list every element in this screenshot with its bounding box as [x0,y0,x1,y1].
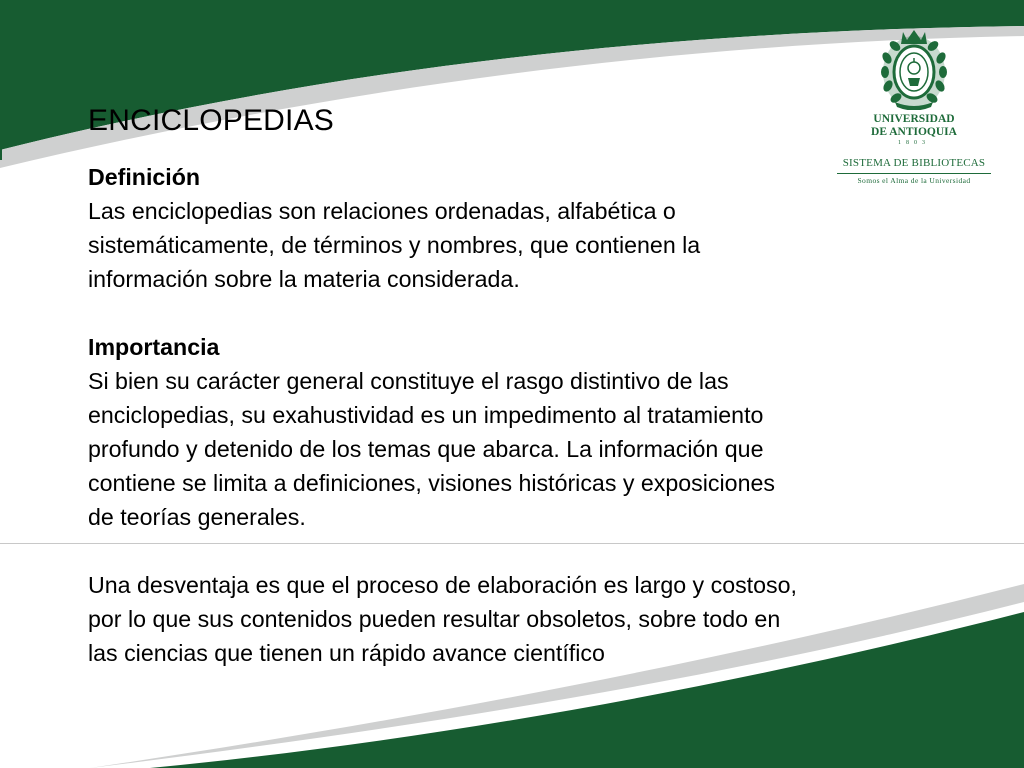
paragraph-spacer [88,296,988,330]
paragraph-line: contiene se limita a definiciones, visiones históricas y exposiciones [88,470,775,496]
library-system-name: SISTEMA DE BIBLIOTECAS [842,157,986,169]
slide-content [88,160,988,670]
paragraph-line: de teorías generales. [88,504,306,530]
paragraph-line: Si bien su carácter general constituye el rasgo distintivo de las [88,368,729,394]
library-system-tagline: Somos el Alma de la Universidad [857,176,971,185]
paragraph-line: las ciencias que tienen un rápido avance científico [88,640,605,666]
paragraph-line: información sobre la materia considerada. [88,266,520,292]
paragraph-line: profundo y detenido de los temas que abarca. La información que [88,436,764,462]
paragraph-spacer [88,534,988,568]
paragraph-line: por lo que sus contenidos pueden resultar obsoletos, sobre todo en [88,606,781,632]
paragraph-line: enciclopedias, su exahustividad es un impedimento al tratamiento [88,402,764,428]
paragraph-line: sistemáticamente, de términos y nombres, que contienen la [88,232,701,258]
slide-title: ENCICLOPEDIAS [88,104,334,137]
logo-divider [837,173,991,174]
university-name-line: UNIVERSIDAD [873,113,955,125]
paragraph-line: Las enciclopedias son relaciones ordenadas, alfabética o [88,198,676,224]
university-name-line: DE ANTIOQUIA [871,126,957,138]
section-heading-importancia: Importancia [88,334,220,360]
left-green-strip [0,0,2,160]
university-logo [834,28,994,188]
section-heading-definicion: Definición [88,164,201,190]
university-name [834,113,994,139]
university-year: 1803 [898,140,930,146]
paragraph-line: Una desventaja es que el proceso de elaboración es largo y costoso, [88,572,797,598]
university-shield-icon [881,28,947,110]
